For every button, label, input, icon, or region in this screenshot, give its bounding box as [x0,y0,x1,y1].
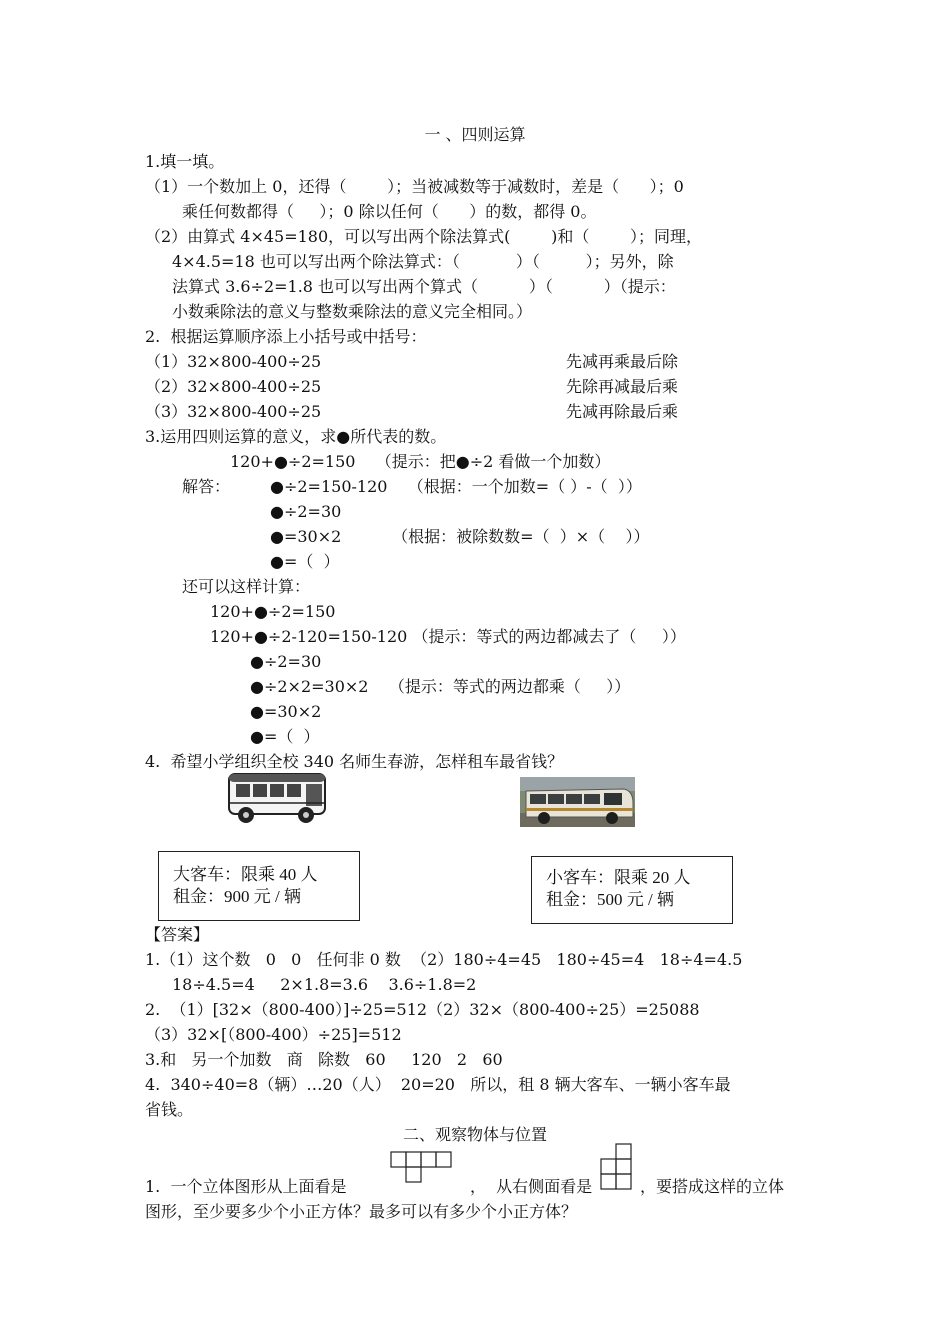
small-bus-photo [520,777,635,827]
q3-alt-5: ●=30×2 [250,702,322,721]
q2-expr-1: （1）32×800-400÷25 [145,352,322,371]
s2-q1-part-c: ，要搭成这样的立体 [640,1177,785,1196]
small-bus-capacity: 小客车：限乘 20 人 [546,868,691,887]
q4-heading: 4. 希望小学组织全校 340 名师生春游，怎样租车最省钱？ [145,752,564,771]
big-bus-info-box [158,851,360,921]
section2-title: 二、观察物体与位置 [402,1125,547,1144]
q3-step-1: ●÷2=150-120 （根据：一个加数=（ ）-（ ）） [270,477,642,496]
q3-solve-label: 解答： [182,477,231,496]
q3-heading: 3.运用四则运算的意义，求●所代表的数。 [145,427,447,446]
q2-expr-2: （2）32×800-400÷25 [145,377,322,396]
q3-step-2: ●÷2=30 [270,502,342,521]
q1-part1-line2: 乘任何数都得（ ）；0 除以任何（ ）的数，都得 0。 [182,202,597,221]
big-bus-rent: 租金：900 元 / 辆 [173,887,301,906]
s2-q1-part-a: 1. 一个立体图形从上面看是 [145,1177,347,1196]
small-bus-rent: 租金：500 元 / 辆 [546,890,674,909]
side-view-icon [600,1143,632,1193]
q3-alt-1: 120+●÷2=150 [210,602,336,621]
q2-rule-2: 先除再减最后乘 [566,377,679,396]
q1-part2-line2: 4×4.5=18 也可以写出两个除法算式：（ ）（ ）；另外，除 [172,252,674,271]
q2-expr-3: （3）32×800-400÷25 [145,402,322,421]
answer-line-2: 18÷4.5=4 2×1.8=3.6 3.6÷1.8=2 [172,975,477,994]
answer-line-5: 3.和 另一个加数 商 除数 60 120 2 60 [145,1050,503,1069]
q2-rule-1: 先减再乘最后除 [566,352,679,371]
answer-line-1: 1.（1）这个数 0 0 任何非 0 数 （2）180÷4=45 180÷45=4 18÷4=4.5 [145,950,743,969]
q1-part2-line4: 小数乘除法的意义与整数乘除法的意义完全相同。） [172,302,533,321]
s2-q1-part-b: ， 从右侧面看是 [470,1177,593,1196]
answer-line-4: （3）32×[（800-400）÷25]=512 [145,1025,402,1044]
big-bus-capacity: 大客车：限乘 40 人 [173,865,318,884]
section1-title: 一 、四则运算 [424,125,526,144]
q3-alt-label: 还可以这样计算： [182,577,311,596]
top-view-icon [390,1151,454,1191]
q2-rule-3: 先减再除最后乘 [566,402,679,421]
small-bus-info-box [531,856,733,924]
q2-heading: 2. 根据运算顺序添上小括号或中括号： [145,327,427,346]
answers-heading: 【答案】 [145,925,210,944]
big-bus-icon [226,770,330,828]
q1-heading: 1.填一填。 [145,152,225,171]
q1-part2-line1: （2）由算式 4×45=180，可以写出两个除法算式( )和（ ）；同理， [145,227,703,246]
q3-alt-3: ●÷2=30 [250,652,322,671]
q3-alt-2: 120+●÷2-120=150-120 （提示：等式的两边都减去了（ ）） [210,627,686,646]
q3-step-4: ●=（ ） [270,552,340,571]
answer-line-3: 2. （1）[32×（800-400）]÷25=512（2）32×（800-400÷25）=25088 [145,1000,700,1019]
answer-line-6: 4. 340÷40=8（辆）…20（人） 20=20 所以，租 8 辆大客车、一辆小客车最 [145,1075,731,1094]
q3-alt-4: ●÷2×2=30×2 （提示：等式的两边都乘（ ）） [250,677,631,696]
answer-line-7: 省钱。 [145,1100,194,1119]
s2-q1-line2: 图形，至少要多少个小正方体？最多可以有多少个小正方体？ [145,1202,578,1221]
q1-part1-line1: （1）一个数加上 0，还得（ ）；当被减数等于减数时，差是（ ）；0 [145,177,684,196]
q1-part2-line3: 法算式 3.6÷2=1.8 也可以写出两个算式（ ）（ ）（提示： [172,277,676,296]
q3-step-3: ●=30×2 （根据：被除数数=（ ）×（ ）） [270,527,650,546]
q3-given: 120+●÷2=150 （提示：把●÷2 看做一个加数） [230,452,611,471]
q3-alt-6: ●=（ ） [250,727,320,746]
